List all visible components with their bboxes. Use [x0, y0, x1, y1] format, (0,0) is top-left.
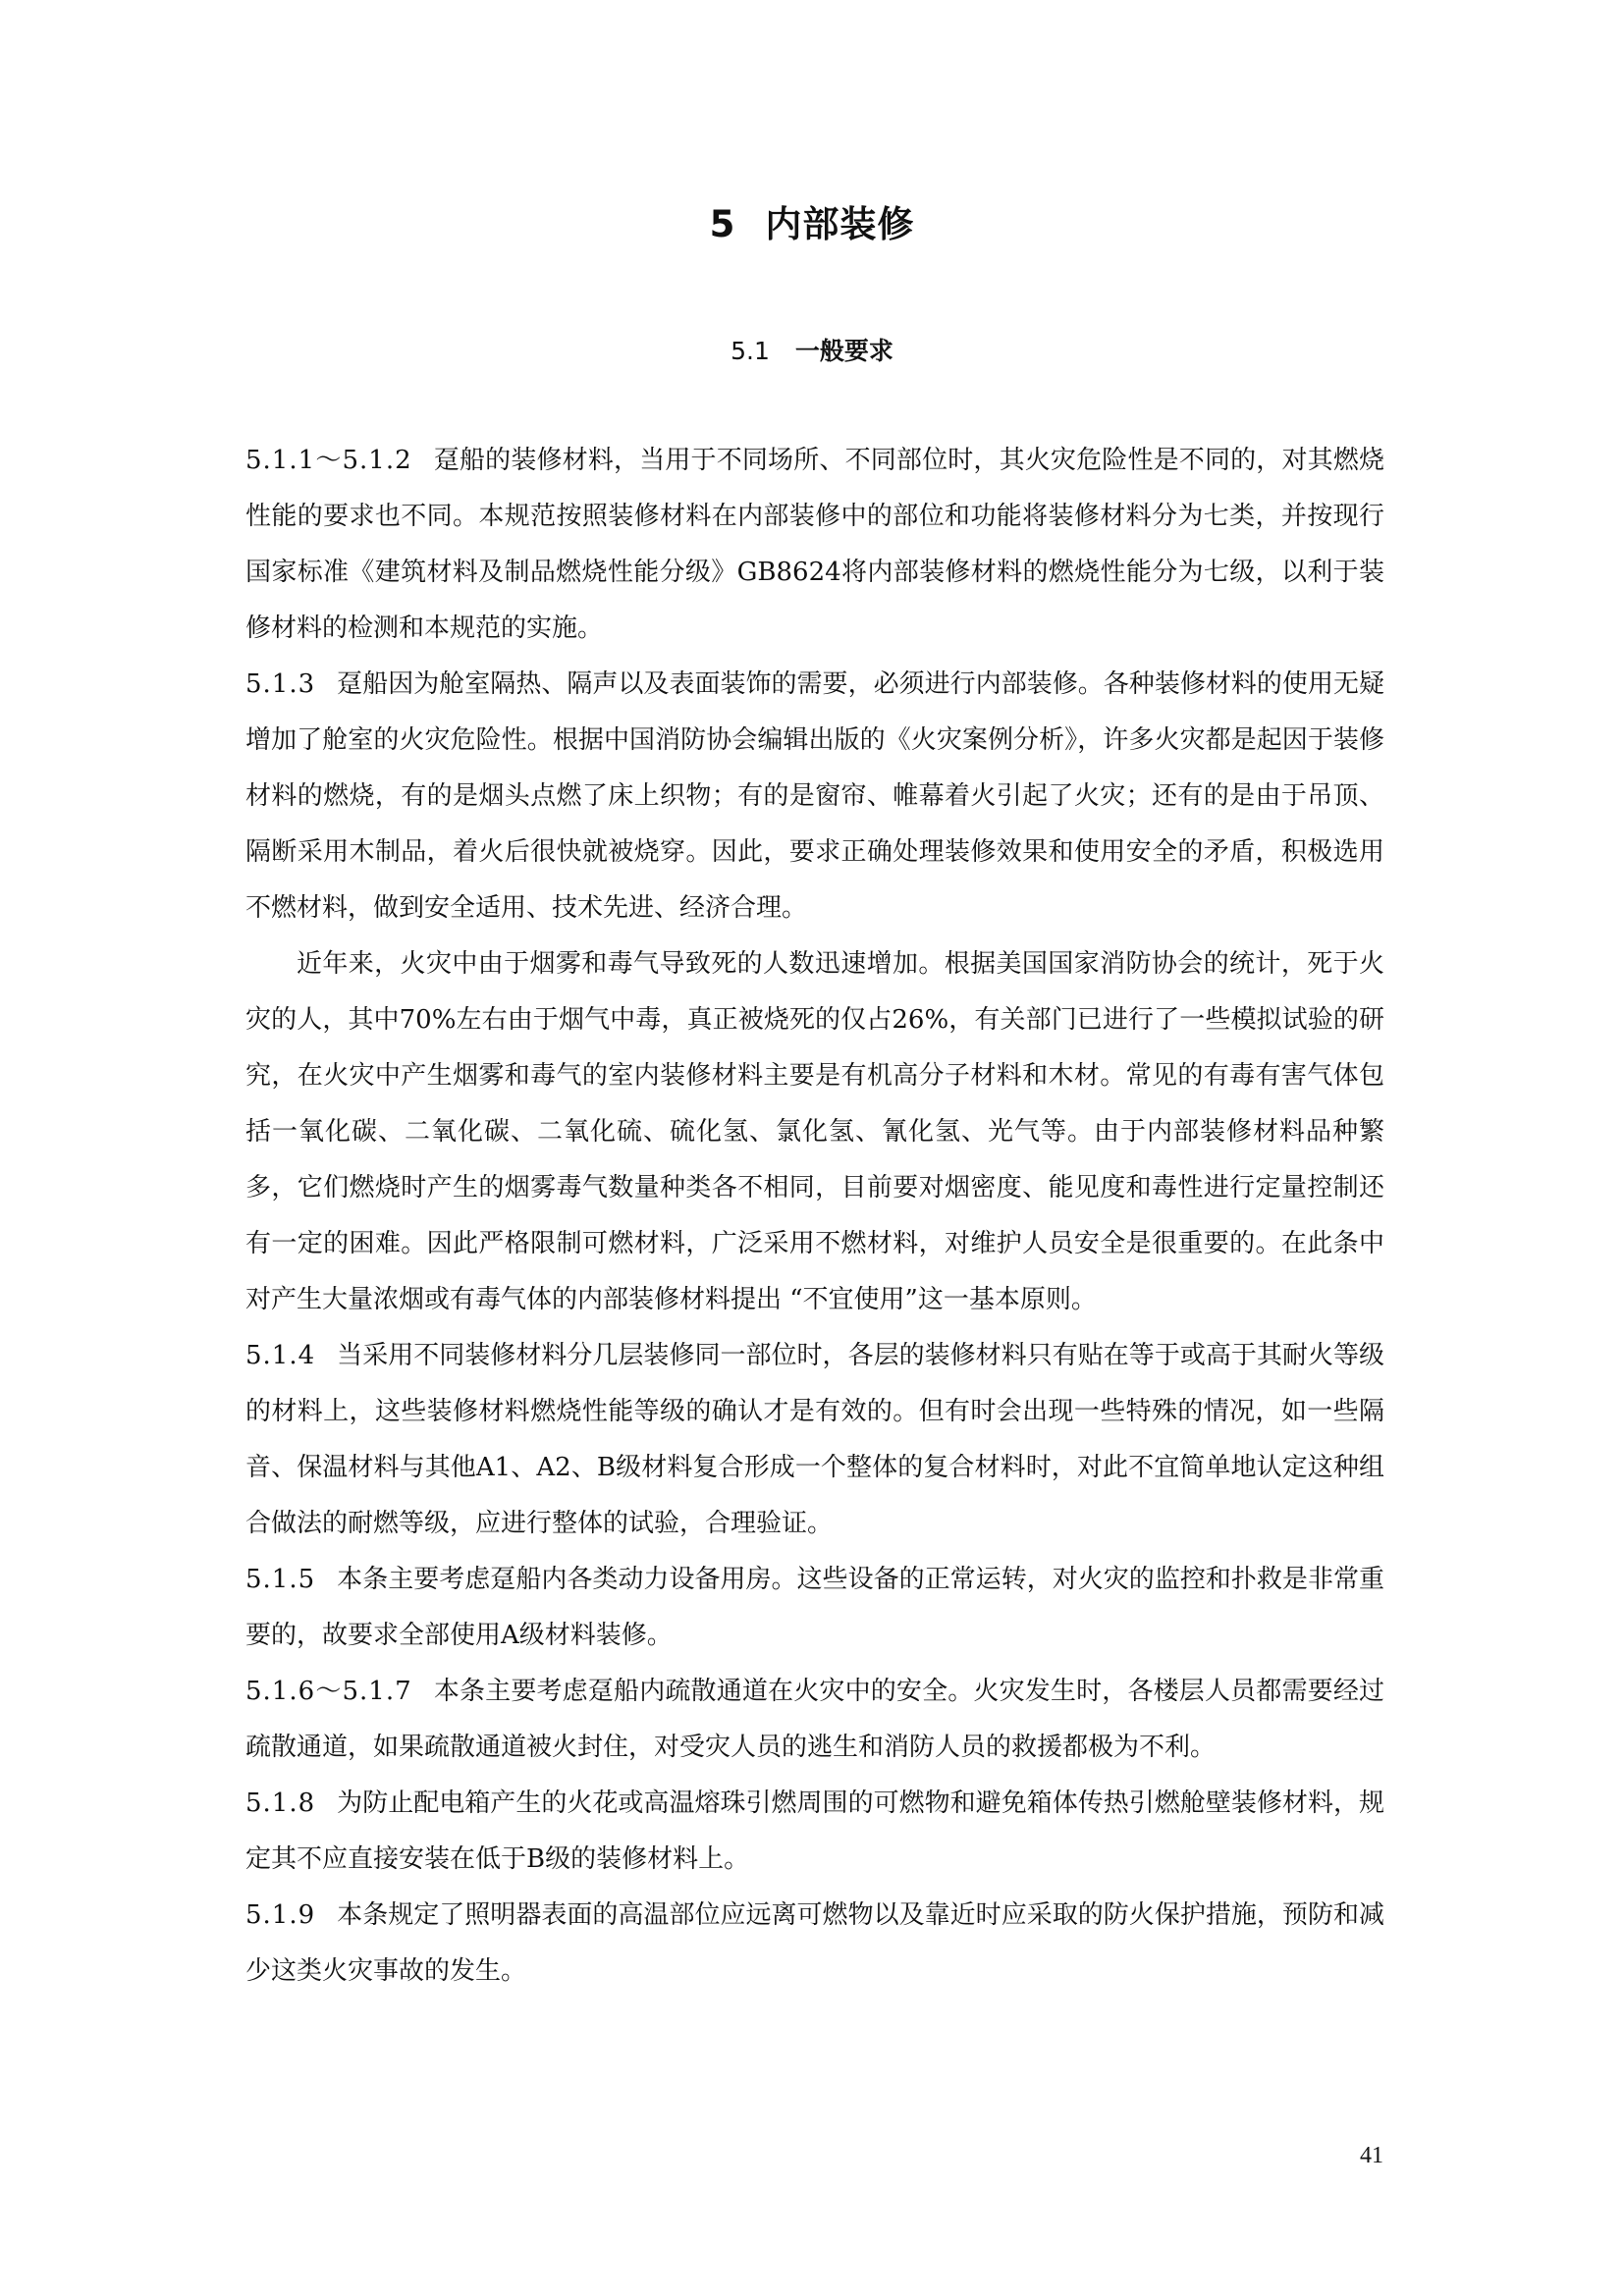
- paragraph-text: 趸船的装修材料，当用于不同场所、不同部位时，其火灾危险性是不同的，对其燃烧性能的要求也不同。本规范按照装修材料在内部装修中的部位和功能将装修材料分为七类，并按现行国家标准《建筑材料及制品燃烧性能分级》GB8624将内部装修材料的燃烧性能分为七级，以利于装修材料的检测和本规范的实施。: [245, 446, 1384, 643]
- paragraph-5-1-9: [245, 1888, 1384, 2000]
- paragraph-5-1-5: [245, 1552, 1384, 1664]
- paragraph-5-1-4: [245, 1328, 1384, 1552]
- paragraph-5-1-6: [245, 1664, 1384, 1776]
- clause-number: 5.1.8: [245, 1789, 316, 1818]
- clause-number: 5.1.9: [245, 1900, 316, 1930]
- paragraph-text: 当采用不同装修材料分几层装修同一部位时，各层的装修材料只有贴在等于或高于其耐火等级的材料上，这些装修材料燃烧性能等级的确认才是有效的。但有时会出现一些特殊的情况，如一些隔音、保温材料与其他A1、A2、B级材料复合形成一个整体的复合材料时，对此不宜简单地认定这种组合做法的耐燃等级，应进行整体的试验，合理验证。: [245, 1341, 1384, 1538]
- section-title-text: 一般要求: [794, 337, 893, 365]
- paragraph-text: 近年来，火灾中由于烟雾和毒气导致死的人数迅速增加。根据美国国家消防协会的统计，死于火灾的人，其中70%左右由于烟气中毒，真正被烧死的仅占26%，有关部门已进行了一些模拟试验的研究，在火灾中产生烟雾和毒气的室内装修材料主要是有机高分子材料和木材。常见的有毒有害气体包括一氧化碳、二氧化碳、二氧化硫、硫化氢、氯化氢、氰化氢、光气等。由于内部装修材料品种繁多，它们燃烧时产生的烟雾毒气数量种类各不相同，目前要对烟密度、能见度和毒性进行定量控制还有一定的困难。因此严格限制可燃材料，广泛采用不燃材料，对维护人员安全是很重要的。在此条中对产生大量浓烟或有毒气体的内部装修材料提出 “不宜使用”这一基本原则。: [245, 949, 1384, 1314]
- chapter-title: [0, 194, 1624, 247]
- paragraph-text: 本条规定了照明器表面的高温部位应远离可燃物以及靠近时应采取的防火保护措施，预防和减少这类火灾事故的发生。: [245, 1900, 1384, 1986]
- chapter-title-text: 内部装修: [765, 203, 915, 245]
- paragraph-text: 趸船因为舱室隔热、隔声以及表面装饰的需要，必须进行内部装修。各种装修材料的使用无疑增加了舱室的火灾危险性。根据中国消防协会编辑出版的《火灾案例分析》，许多火灾都是起因于装修材料的燃烧，有的是烟头点燃了床上织物；有的是窗帘、帷幕着火引起了火灾；还有的是由于吊顶、隔断采用木制品，着火后很快就被烧穿。因此，要求正确处理装修效果和使用安全的矛盾，积极选用不燃材料，做到安全适用、技术先进、经济合理。: [245, 669, 1384, 923]
- paragraph-5-1-8: [245, 1776, 1384, 1888]
- page-number: 41: [1360, 2143, 1383, 2168]
- clause-number: 5.1.1～5.1.2: [245, 446, 412, 475]
- paragraph-5-1-1: [245, 433, 1384, 657]
- clause-number: 5.1.6～5.1.7: [245, 1677, 412, 1706]
- clause-number: 5.1.4: [245, 1341, 316, 1370]
- body-text: [245, 433, 1384, 2000]
- paragraph-5-1-3: [245, 657, 1384, 936]
- section-title: [0, 332, 1624, 367]
- chapter-number: 5: [709, 203, 736, 245]
- paragraph-5-1-3-continued: [245, 936, 1384, 1328]
- section-number: 5.1: [731, 337, 770, 365]
- paragraph-text: 为防止配电箱产生的火花或高温熔珠引燃周围的可燃物和避免箱体传热引燃舱壁装修材料，规定其不应直接安装在低于B级的装修材料上。: [245, 1789, 1384, 1874]
- clause-number: 5.1.5: [245, 1565, 316, 1594]
- clause-number: 5.1.3: [245, 669, 316, 699]
- paragraph-text: 本条主要考虑趸船内各类动力设备用房。这些设备的正常运转，对火灾的监控和扑救是非常重要的，故要求全部使用A级材料装修。: [245, 1565, 1384, 1650]
- paragraph-text: 本条主要考虑趸船内疏散通道在火灾中的安全。火灾发生时，各楼层人员都需要经过疏散通道，如果疏散通道被火封住，对受灾人员的逃生和消防人员的救援都极为不利。: [245, 1677, 1384, 1762]
